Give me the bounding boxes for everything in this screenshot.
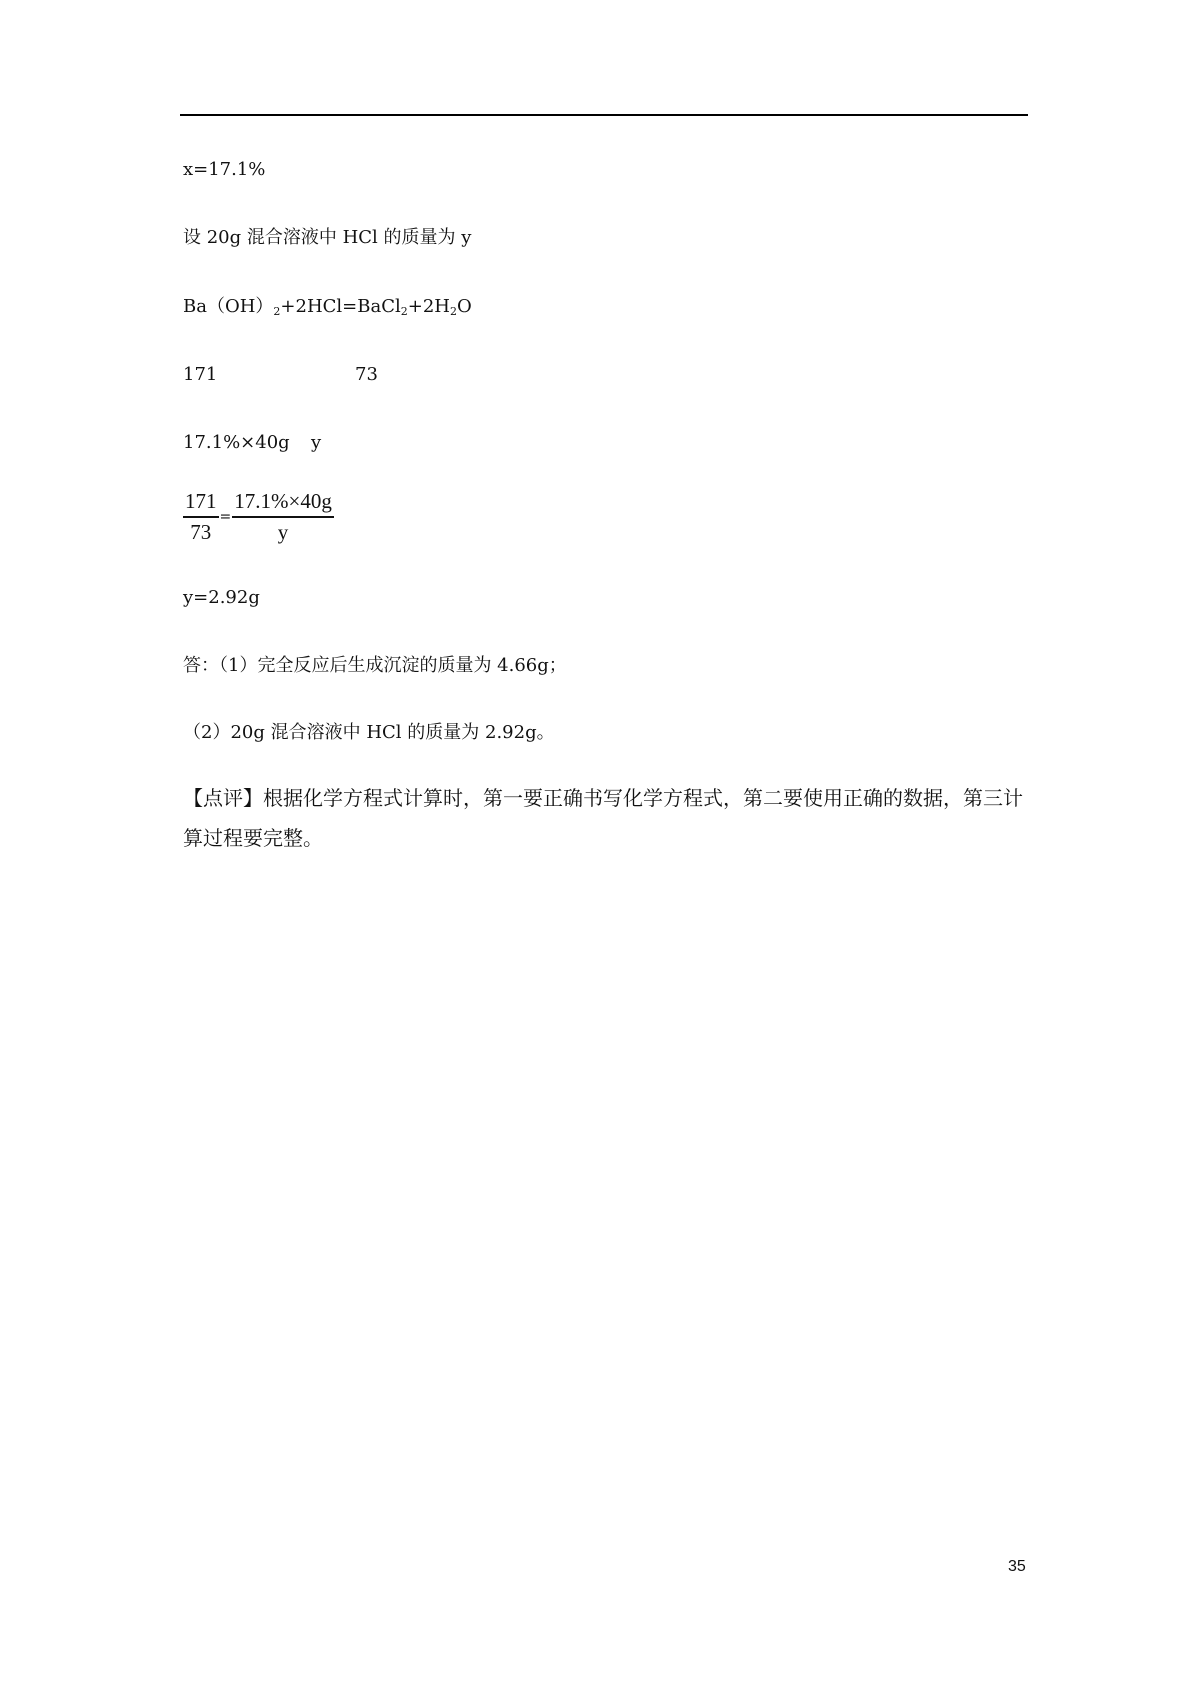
fraction-numerator: 17.1%×40g bbox=[232, 489, 334, 518]
equals-sign: = bbox=[219, 509, 232, 525]
molar-mass-row bbox=[183, 363, 583, 387]
fraction-numerator: 171 bbox=[183, 489, 219, 518]
fraction-denominator: y bbox=[277, 520, 289, 544]
equation-part: O bbox=[457, 296, 472, 317]
equation-part: Ba（OH） bbox=[183, 296, 274, 317]
result-y-line: y=2.92g bbox=[183, 587, 260, 608]
chemical-equation bbox=[183, 295, 472, 319]
mass-row bbox=[183, 431, 583, 455]
equation-part: +2H bbox=[407, 296, 450, 317]
molar-mass-baoh2: 171 bbox=[183, 364, 218, 385]
proportion-equation bbox=[183, 488, 334, 546]
mass-hcl: y bbox=[311, 432, 322, 453]
answer-part-1: 答：（1）完全反应后生成沉淀的质量为 4.66g； bbox=[183, 655, 567, 676]
header-rule bbox=[180, 114, 1028, 116]
molar-mass-hcl: 73 bbox=[355, 364, 378, 385]
result-x-line: x=17.1% bbox=[183, 159, 266, 180]
fraction-denominator: 73 bbox=[190, 520, 212, 544]
fraction-right bbox=[232, 489, 334, 545]
equation-part: +2HCl=BaCl bbox=[280, 296, 401, 317]
comment-paragraph: 【点评】根据化学方程式计算时，第一要正确书写化学方程式，第二要使用正确的数据，第三计算过程要完整。 bbox=[183, 786, 1023, 850]
assumption-line: 设 20g 混合溶液中 HCl 的质量为 y bbox=[183, 227, 472, 248]
mass-baoh2: 17.1%×40g bbox=[183, 432, 290, 453]
equation-subscript: 2 bbox=[400, 305, 408, 318]
fraction-left bbox=[183, 489, 219, 545]
page-number: 35 bbox=[1008, 1558, 1026, 1575]
equation-subscript: 2 bbox=[450, 305, 457, 318]
equation-subscript: 2 bbox=[273, 305, 281, 318]
answer-part-2: （2）20g 混合溶液中 HCl 的质量为 2.92g。 bbox=[183, 722, 555, 743]
